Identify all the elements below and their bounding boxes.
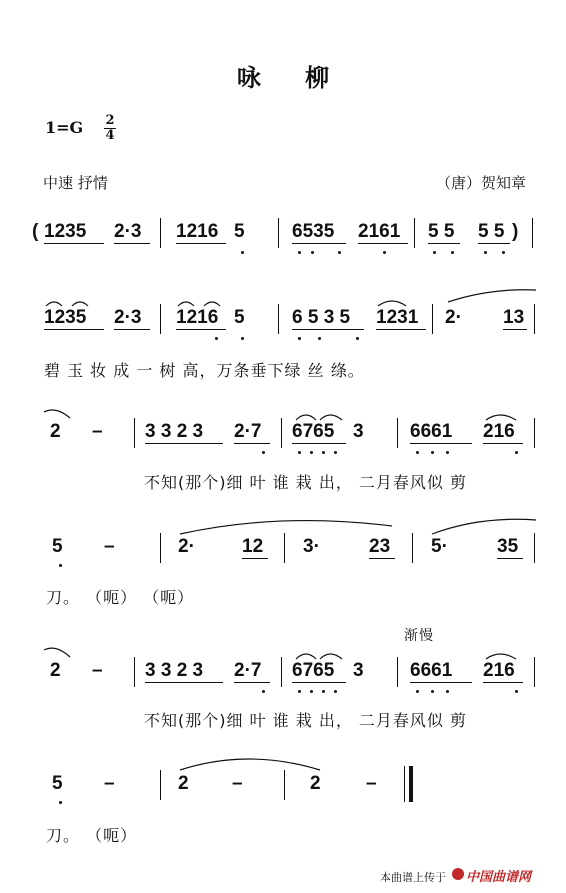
tempo-mark: 渐慢: [404, 628, 434, 644]
key-signature: 1=G: [45, 118, 84, 137]
note-group: –: [92, 660, 103, 681]
note-group: 5 5: [478, 221, 505, 242]
note-group: 2·3: [114, 221, 142, 242]
note-group: 2·: [178, 536, 195, 557]
slur: [46, 302, 62, 306]
lyric-line: 不知(那个)细 叶 谁 栽 出， 二月春风似 剪: [144, 473, 468, 492]
note-group: 6 5 3 5: [292, 307, 351, 328]
note-group: 2: [178, 773, 189, 794]
note-group: 2·7: [234, 660, 262, 681]
tie: [180, 759, 320, 770]
site-logo: 中国曲谱网: [466, 870, 532, 885]
footer-credit: 本曲谱上传于: [380, 871, 446, 884]
note-group: (: [32, 221, 39, 242]
note-group: –: [104, 536, 115, 557]
note-group: 1235: [44, 307, 87, 328]
note-group: 13: [503, 307, 525, 328]
note-group: –: [104, 773, 115, 794]
tie: [44, 410, 70, 418]
lyric-line: 刀。 （呃）: [46, 826, 138, 845]
note-group: 2·3: [114, 307, 142, 328]
note-group: 1235: [44, 221, 87, 242]
author: （唐）贺知章: [436, 174, 527, 192]
note-group: 5·: [431, 536, 448, 557]
note-group: –: [92, 421, 103, 442]
tie: [448, 290, 536, 302]
lyric-line: 刀。 （呃） （呃）: [46, 588, 195, 607]
note-group: 2·7: [234, 421, 262, 442]
slur: [320, 654, 342, 659]
note-group: 1216: [176, 221, 219, 242]
slur: [320, 415, 342, 420]
slur: [486, 654, 516, 659]
slur: [180, 521, 392, 534]
time-signature-bottom: 4: [105, 128, 115, 143]
note-group: 5: [52, 773, 63, 794]
note-group: –: [366, 773, 377, 794]
note-group: 1216: [176, 307, 219, 328]
note-group: 6765: [292, 421, 335, 442]
slur: [178, 302, 194, 306]
note-group: ): [512, 221, 519, 242]
note-group: 5: [234, 221, 245, 242]
slur: [432, 519, 536, 534]
note-group: 3 3 2 3: [145, 421, 204, 442]
page-title: 咏 柳: [236, 64, 348, 92]
note-group: 6661: [410, 421, 453, 442]
note-group: –: [232, 773, 243, 794]
note-group: 5 5: [428, 221, 455, 242]
note-group: 5: [234, 307, 245, 328]
note-group: 23: [369, 536, 391, 557]
note-group: 3: [353, 421, 364, 442]
note-group: 12: [242, 536, 264, 557]
lyric-line: 不知(那个)细 叶 谁 栽 出， 二月春风似 剪: [144, 711, 468, 730]
time-signature-top: 2: [105, 113, 115, 128]
note-group: 3 3 2 3: [145, 660, 204, 681]
note-group: 6765: [292, 660, 335, 681]
note-group: 35: [497, 536, 519, 557]
tempo-marking: 中速 抒情: [43, 174, 108, 192]
slur: [296, 415, 316, 420]
note-group: 6661: [410, 660, 453, 681]
slur: [486, 415, 516, 420]
note-group: 6535: [292, 221, 335, 242]
note-group: 2161: [358, 221, 401, 242]
note-group: 216: [483, 421, 515, 442]
note-group: 3: [353, 660, 364, 681]
note-group: 2·: [445, 307, 462, 328]
slur: [72, 302, 88, 306]
logo-icon: [452, 868, 464, 880]
note-group: 2: [50, 421, 61, 442]
note-group: 1231: [376, 307, 419, 328]
note-group: 216: [483, 660, 515, 681]
note-group: 3·: [303, 536, 320, 557]
slur: [296, 654, 316, 659]
note-group: 2: [50, 660, 61, 681]
slur: [204, 302, 220, 306]
tie: [44, 648, 70, 657]
note-group: 5: [52, 536, 63, 557]
lyric-line: 碧 玉 妆 成 一 树 高，万条垂下绿 丝 绦。: [44, 361, 365, 380]
note-group: 2: [310, 773, 321, 794]
slur: [378, 301, 406, 306]
